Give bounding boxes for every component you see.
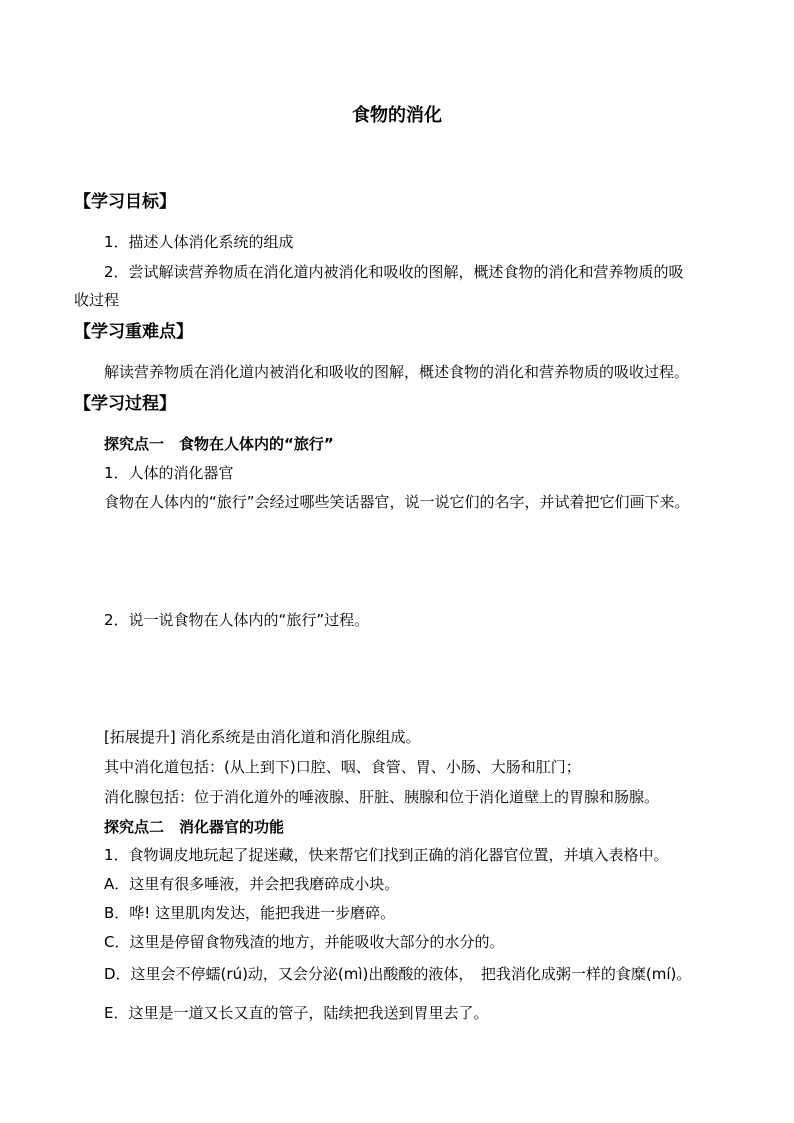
option-b: B．哗! 这里肌肉发达，能把我进一步磨碎。 — [104, 904, 396, 922]
explore-2-q1: 1．食物调皮地玩起了捉迷藏，快来帮它们找到正确的消化器官位置，并填入表格中。 — [104, 846, 669, 864]
explore-1-title: 探究点一 食物在人体内的“旅行” — [104, 435, 334, 453]
key-points-text: 解读营养物质在消化道内被消化和吸收的图解，概述食物的消化和营养物质的吸收过程。 — [104, 363, 690, 381]
extension-line-2: 其中消化道包括：(从上到下)口腔、咽、食管、胃、小肠、大肠和肛门； — [104, 758, 581, 776]
goals-heading: 【学习目标】 — [74, 192, 176, 212]
key-points-heading: 【学习重难点】 — [74, 322, 193, 342]
goals-item-2-line-1: 2．尝试解读营养物质在消化道内被消化和吸收的图解，概述食物的消化和营养物质的吸 — [104, 263, 684, 281]
page-title: 食物的消化 — [352, 105, 442, 126]
goals-item-1: 1．描述人体消化系统的组成 — [104, 233, 294, 251]
option-a: A．这里有很多唾液，并会把我磨碎成小块。 — [104, 875, 400, 893]
explore-1-q2: 2．说一说食物在人体内的“旅行”过程。 — [104, 611, 370, 629]
option-e: E．这里是一道又长又直的管子，陆续把我送到胃里去了。 — [104, 1004, 489, 1022]
explore-1-q1: 1．人体的消化器官 — [104, 464, 234, 482]
goals-item-2-line-2: 收过程 — [74, 291, 120, 309]
explore-1-q1-text: 食物在人体内的“旅行”会经过哪些笑话器官，说一说它们的名字，并试着把它们画下来。 — [104, 493, 690, 511]
explore-2-title: 探究点二 消化器官的功能 — [104, 818, 285, 836]
process-heading: 【学习过程】 — [74, 394, 176, 414]
option-d: D．这里会不停蠕(rú)动，又会分泌(mì)出酸酸的液体， 把我消化成粥一样的食糜(mí)。 — [104, 965, 692, 983]
extension-line-3: 消化腺包括：位于消化道外的唾液腺、肝脏、胰腺和位于消化道壁上的胃腺和肠腺。 — [104, 788, 660, 806]
option-c: C．这里是停留食物残渣的地方，并能吸收大部分的水分的。 — [104, 933, 505, 951]
extension-line-1: [拓展提升] 消化系统是由消化道和消化腺组成。 — [104, 728, 421, 746]
